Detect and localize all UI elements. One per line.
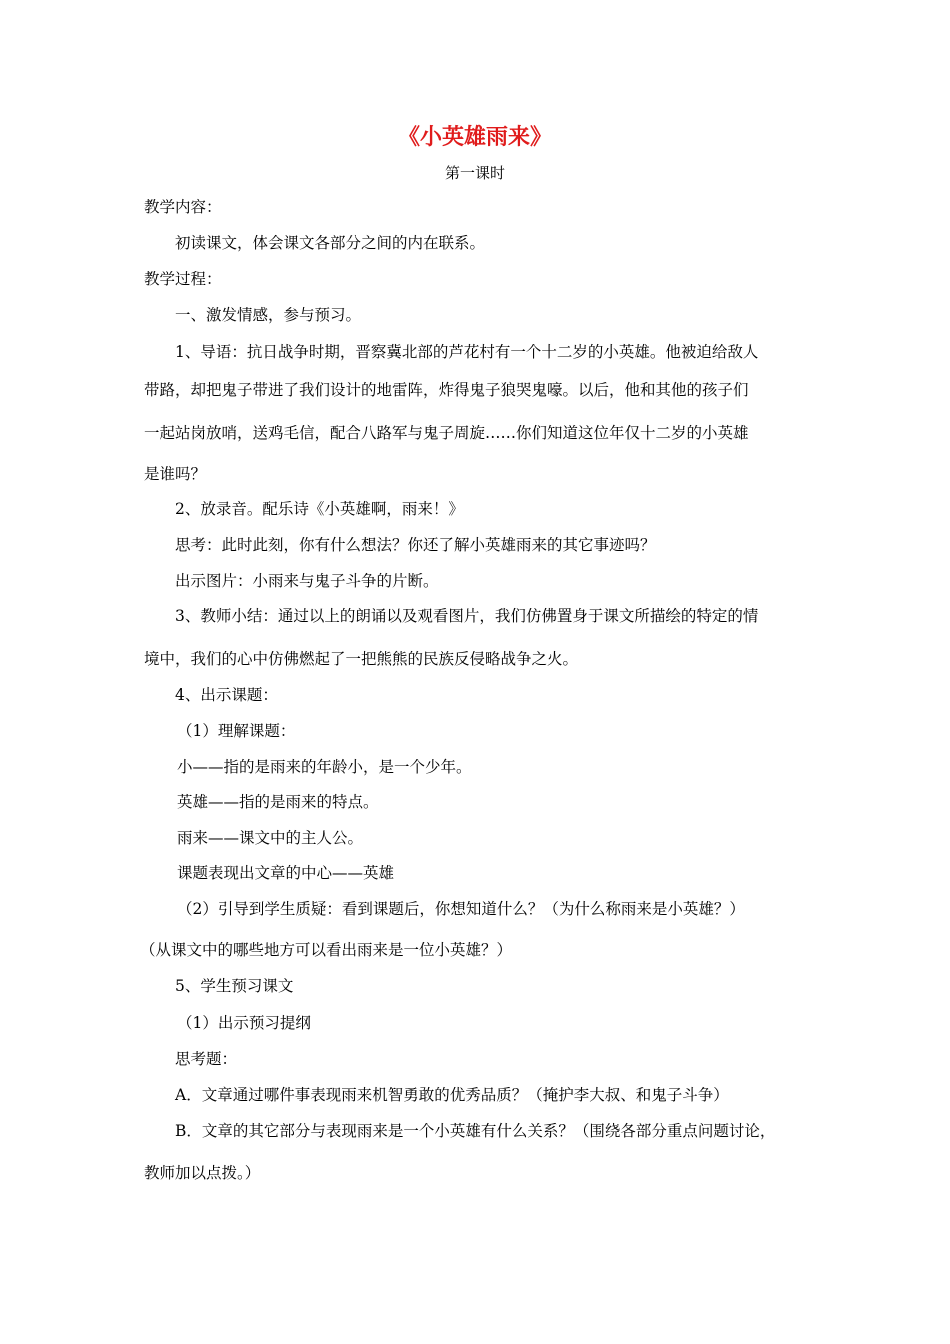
paragraph-line: （1）理解课题： [177,722,296,740]
paragraph-line: A．文章通过哪件事表现雨来机智勇敢的优秀品质？（掩护李大叔、和鬼子斗争） [175,1086,729,1104]
paragraph-line: B．文章的其它部分与表现雨来是一个小英雄有什么关系？（围绕各部分重点问题讨论， [175,1122,776,1140]
paragraph-line: 课题表现出文章的中心——英雄 [177,864,395,882]
paragraph-line: 思考题： [175,1050,238,1068]
paragraph-line: 英雄——指的是雨来的特点。 [177,793,379,811]
document-title: 《小英雄雨来》 [397,124,552,150]
paragraph-line: （2）引导到学生质疑：看到课题后，你想知道什么？（为什么称雨来是小英雄？） [177,900,745,918]
paragraph-line: 2、放录音。配乐诗《小英雄啊，雨来！》 [175,500,464,518]
paragraph-line: 思考：此时此刻，你有什么想法？你还了解小英雄雨来的其它事迹吗？ [175,536,656,554]
paragraph-line: 1、导语：抗日战争时期，晋察冀北部的芦花村有一个十二岁的小英雄。他被迫给敌人 [175,343,759,361]
paragraph-line: 教师加以点拨。） [144,1164,261,1182]
paragraph-line: 是谁吗？ [144,465,207,483]
paragraph-line: 带路，却把鬼子带进了我们设计的地雷阵，炸得鬼子狼哭鬼嚎。以后，他和其他的孩子们 [144,381,749,399]
lesson-period: 第一课时 [444,164,505,182]
section-heading-process: 教学过程： [144,270,222,288]
paragraph-line: 初读课文，体会课文各部分之间的内在联系。 [175,234,486,252]
paragraph-line: 3、教师小结：通过以上的朗诵以及观看图片，我们仿佛置身于课文所描绘的特定的情 [175,607,759,625]
paragraph-line: 5、学生预习课文 [175,977,294,995]
paragraph-line: 境中，我们的心中仿佛燃起了一把熊熊的民族反侵略战争之火。 [144,650,579,668]
paragraph-line: 一起站岗放哨，送鸡毛信，配合八路军与鬼子周旋……你们知道这位年仅十二岁的小英雄 [144,424,749,442]
paragraph-line: （从课文中的哪些地方可以看出雨来是一位小英雄？） [140,941,513,959]
paragraph-line: 一、激发情感，参与预习。 [175,306,362,324]
paragraph-line: 出示图片：小雨来与鬼子斗争的片断。 [175,572,439,590]
paragraph-line: 4、出示课题： [175,686,278,704]
paragraph-line: 雨来——课文中的主人公。 [177,829,364,847]
paragraph-line: （1）出示预习提纲 [177,1014,311,1032]
paragraph-line: 小——指的是雨来的年龄小，是一个少年。 [177,758,472,776]
section-heading-content: 教学内容： [144,198,222,216]
